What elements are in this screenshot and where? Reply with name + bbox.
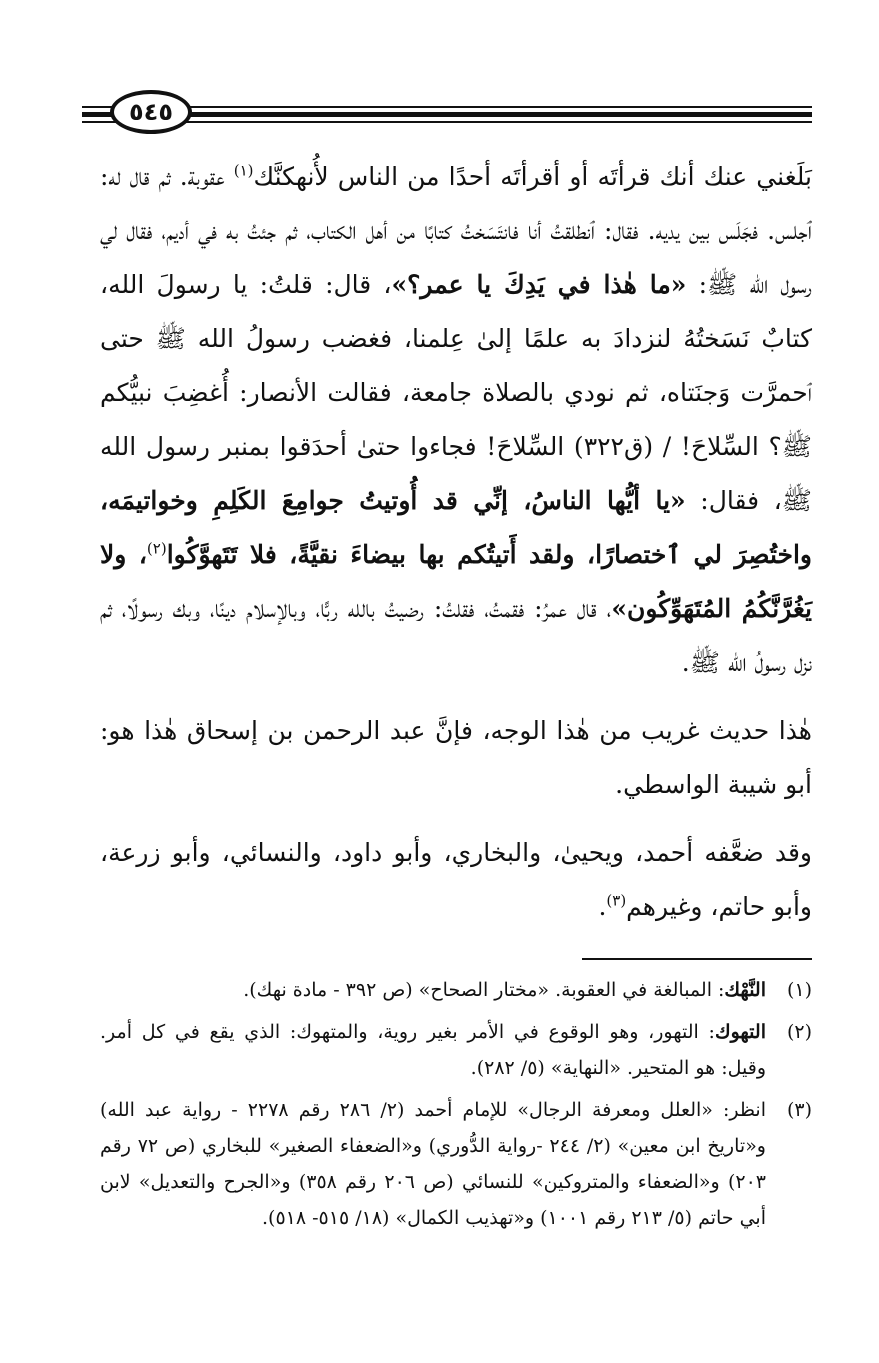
- footnote-divider: [582, 958, 812, 960]
- footnote-text: [100, 972, 766, 1008]
- footnote-body: انظر: «العلل ومعرفة الرجال» للإمام أحمد (٢/ ٢٨٦ رقم ٢٢٧٨ - رواية عبد الله) و«تاريخ ابن معين» (٢/ ٢٤٤ -رواية الدُّوري) و«الضعفاء الصغير» للبخاري (ص ٧٢ رقم ٢٠٣) و«الضعفاء والمتروكين» للنسائي (ص ٢٠٦ رقم ٣٥٨) و«الجرح والتعديل» لابن أبي حاتم (٥/ ٢١٣ رقم ١٠٠١) و«تهذيب الكمال» (١٨/ ٥١٥- ٥١٨).: [100, 1099, 766, 1229]
- footnotes: [100, 972, 812, 1242]
- para1-continuation-2: ، قال: قلتُ: يا رسولَ الله، كتابٌ نَسَختُهُ لنزدادَ به علمًا إلىٰ عِلمنا، فغضب رسولُ الله ﷺ حتى ٱحمرَّت وَجنَتاه، ثم نودي بالصلاة جامعة، فقالت الأنصار: أُغضِبَ نبيُّكم ﷺ؟ السِّلاحَ! / (ق٣٢٢) السِّلاحَ! فجاءوا حتىٰ أحدَقوا بمنبر رسول الله ﷺ، فقال:: [100, 270, 812, 515]
- paragraph-weakening: [100, 826, 812, 934]
- footnote-text: [100, 1092, 766, 1236]
- prophet-quote-2-end: ، ولا يَغُرَّنَّكُمُ المُتَهَوِّكُون»: [100, 540, 813, 623]
- para3-text: وقد ضعَّفه أحمد، ويحيىٰ، والبخاري، وأبو داود، والنسائي، وأبو زرعة، وأبو حاتم، وغيرهم: [100, 838, 812, 921]
- prophet-quote-1: «ما هٰذا في يَدِكَ يا عمر؟»: [391, 270, 687, 299]
- para1-text: بَلَغني عنك أنك قرأتَه أو أقرأتَه أحدًا من الناس لأُنهكنَّك: [253, 162, 812, 191]
- footnote-number: (٢): [786, 1021, 812, 1043]
- header-rule-thin-top: [82, 106, 812, 108]
- page-header: [82, 90, 812, 138]
- para1-continuation: عقوبة. ثم قال له: ٱجلس. فجَلَس بين يديه. فقال: ٱنطلقتُ أنا فانتَسَختُ كتابًا من أهل الكتاب، ثم جئتُ به في أديم، فقال لي رسول الله ﷺ:: [100, 162, 812, 299]
- paragraph-grading: هٰذا حديث غريب من هٰذا الوجه، فإنَّ عبد الرحمن بن إسحاق هٰذا هو: أبو شيبة الواسطي.: [100, 716, 812, 799]
- footnote-item: [100, 1092, 812, 1236]
- footnote-item: [100, 972, 812, 1008]
- footnote-ref-3[interactable]: (٣): [606, 891, 627, 910]
- footnote-body: : المبالغة في العقوبة. «مختار الصحاح» (ص ٣٩٢ - مادة نهك).: [243, 979, 725, 1001]
- footnote-term: النَّهْك: [724, 979, 766, 1001]
- footnote-term: التهوك: [714, 1021, 766, 1043]
- header-rule-thin-bottom: [82, 121, 812, 123]
- footnote-item: [100, 1014, 812, 1086]
- para1-continuation-3: ، قال عمرُ: فقمتُ، فقلتُ: رضيتُ بالله ربًّا، وبالإسلام دينًا، وبك رسولًا، ثم نزل رسولُ الله ﷺ.: [100, 594, 812, 677]
- para3-end: .: [598, 892, 607, 921]
- paragraph-hadith: [100, 150, 812, 690]
- footnote-ref-2[interactable]: (٢): [146, 539, 167, 558]
- footnote-ref-1[interactable]: (١): [233, 161, 254, 180]
- main-text: [100, 150, 812, 934]
- prophet-quote-2: «يا أيُّها الناسُ، إنِّي قد أُوتيتُ جوامِعَ الكَلِمِ وخواتيمَه، واختُصِرَ لي ٱختصارًا، ولقد أَتيتُكم بها بيضاءَ نقيَّةً، فلا تَتَهوَّكُوا: [100, 486, 812, 569]
- footnote-body: : التهور، وهو الوقوع في الأمر بغير روية، والمتهوك: الذي يقع في كل أمر. وقيل: هو المتحير. «النهاية» (٥/ ٢٨٢).: [100, 1021, 766, 1079]
- page-number: ٥٤٥: [110, 90, 192, 134]
- footnote-text: [100, 1014, 766, 1086]
- footnote-number: (٣): [786, 1099, 812, 1121]
- footnote-number: (١): [786, 979, 812, 1001]
